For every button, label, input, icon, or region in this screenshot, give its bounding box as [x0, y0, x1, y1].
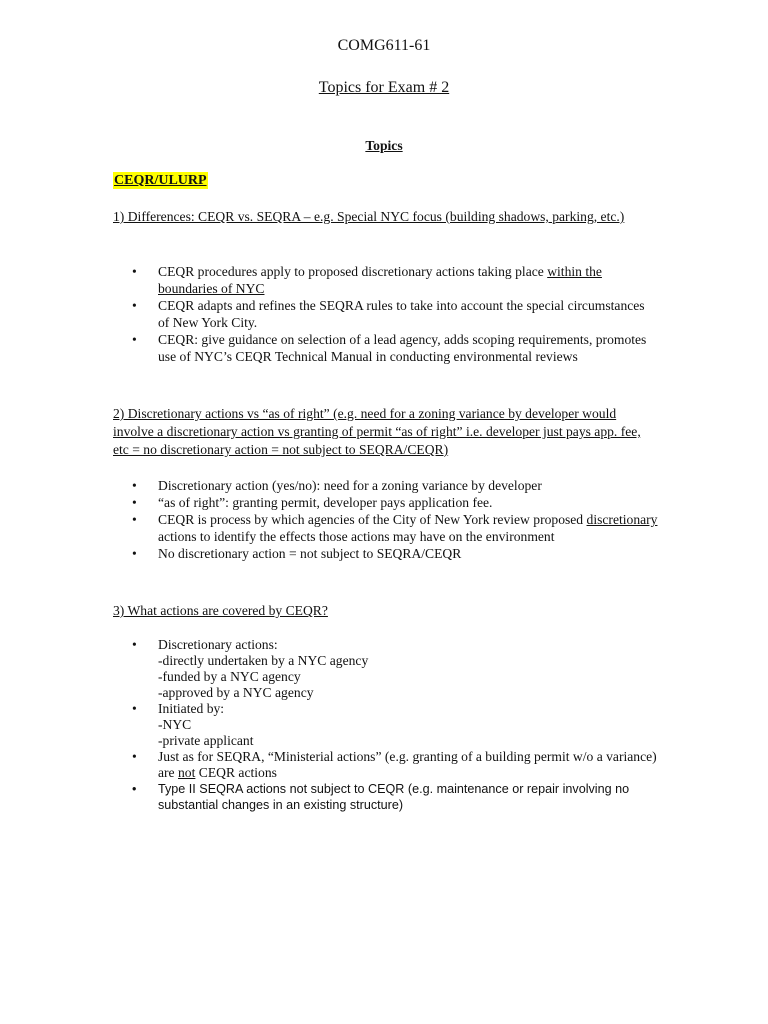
list-item-line: • Initiated by:	[158, 701, 225, 716]
list-item	[113, 545, 658, 562]
section-2-heading: 2) Discretionary actions vs “as of right” (e.g. need for a zoning variance by developer would involve a discretionary action vs granting of permit “as of right” i.e. developer just pays app. fee, etc = no discretionary action = not subject to SEQRA/CEQR)	[113, 406, 641, 457]
section-3-list	[113, 637, 658, 813]
list-item	[113, 263, 658, 297]
list-item-text: CEQR adapts and refines the SEQRA rules to take into account the special circumstances of New York City.	[158, 298, 645, 330]
list-item-text: CEQR is process by which agencies of the City of New York review proposed	[158, 512, 587, 527]
list-item-text-post: actions to identify the effects those actions may have on the environment	[158, 529, 555, 544]
list-item	[113, 297, 658, 331]
list-item	[113, 637, 658, 701]
list-item-underlined: discretionary	[586, 512, 658, 527]
list-item-line: -approved by a NYC agency	[158, 685, 314, 700]
list-item-text-post: CEQR actions	[195, 765, 277, 780]
list-item	[113, 749, 658, 781]
list-item	[113, 701, 658, 749]
list-item-text: CEQR procedures apply to proposed discretionary actions taking place	[158, 264, 548, 279]
list-item-line: -private applicant	[158, 733, 254, 748]
list-item-text: “as of right”: granting permit, developer pays application fee.	[158, 495, 493, 510]
list-item-text: Type II SEQRA actions not subject to CEQR (e.g. maintenance or repair involving no substantial changes in an existing structure)	[158, 782, 630, 812]
exam-subtitle-text: Topics for Exam # 2	[318, 79, 450, 96]
topics-heading: Topics	[365, 138, 403, 153]
list-item-text: CEQR: give guidance on selection of a lead agency, adds scoping requirements, promotes use of NYC’s CEQR Technical Manual in conducting environmental reviews	[158, 332, 647, 364]
list-item-line: -NYC	[158, 717, 192, 732]
list-item-text: No discretionary action = not subject to SEQRA/CEQR	[158, 546, 462, 561]
course-title: COMG611-61	[337, 37, 431, 54]
section-1-list	[113, 263, 658, 365]
list-item-text: Just as for SEQRA, “Ministerial actions” (e.g. granting of a building permit w/o a variance) are	[158, 749, 657, 780]
list-item-underlined: not	[178, 765, 196, 780]
list-item-text: Discretionary action (yes/no): need for a zoning variance by developer	[158, 478, 542, 493]
section-1-heading: 1) Differences: CEQR vs. SEQRA – e.g. Special NYC focus (building shadows, parking, etc.)	[113, 209, 625, 224]
list-item	[113, 781, 658, 813]
list-item	[113, 494, 658, 511]
section-3-heading: 3) What actions are covered by CEQR?	[113, 603, 328, 618]
list-item-underlined: within the boundaries of NYC	[158, 264, 602, 296]
list-item-line: • Discretionary actions:	[158, 637, 278, 652]
exam-subtitle	[0, 79, 768, 96]
list-item-line: -directly undertaken by a NYC agency	[158, 653, 369, 668]
section-label-ceqr-ulurp: CEQR/ULURP	[114, 173, 207, 188]
list-item-line: -funded by a NYC agency	[158, 669, 301, 684]
list-item	[113, 511, 658, 545]
list-item	[113, 331, 658, 365]
list-item	[113, 477, 658, 494]
section-2-list	[113, 477, 658, 562]
